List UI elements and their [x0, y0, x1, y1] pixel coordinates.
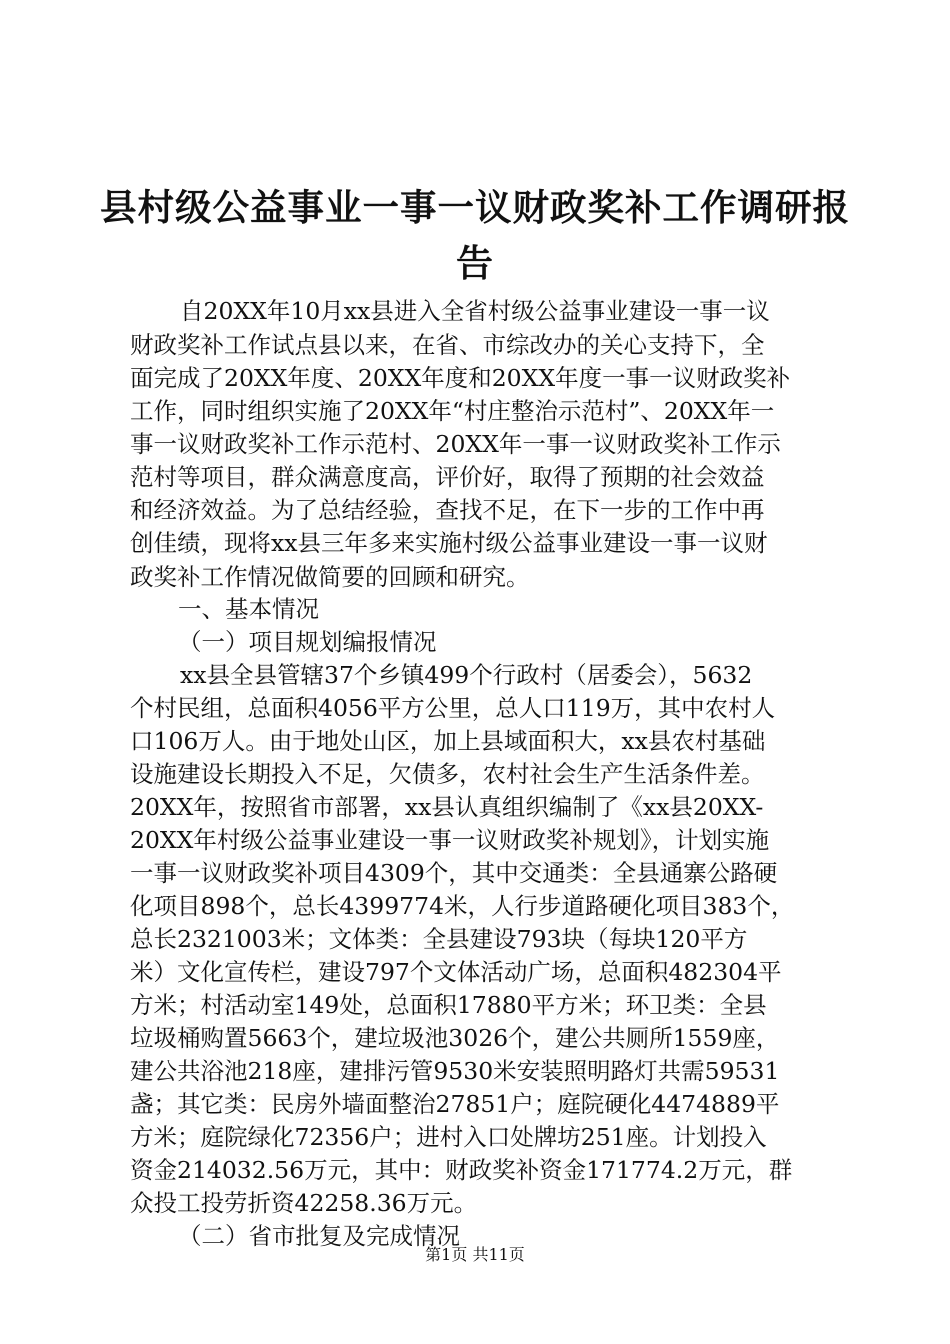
body-line: 米）文化宣传栏，建设797个文体活动广场，总面积482304平 [130, 958, 782, 986]
body-line: 创佳绩，现将xx县三年多来实施村级公益事业建设一事一议财 [130, 529, 768, 557]
body-line: 工作，同时组织实施了20XX年“村庄整治示范村”、20XX年一 [130, 397, 775, 425]
section-heading: 一、基本情况 [178, 595, 319, 623]
body-line: 自20XX年10月xx县进入全省村级公益事业建设一事一议 [180, 297, 770, 325]
title-line-1: 县村级公益事业一事一议财政奖补工作调研报 [100, 186, 850, 229]
subsection-heading: （一）项目规划编报情况 [178, 628, 437, 656]
body-line: 总长2321003米；文体类：全县建设793块（每块120平方 [130, 925, 748, 953]
body-line: 和经济效益。为了总结经验，查找不足，在下一步的工作中再 [130, 496, 765, 524]
body-line: 20XX年村级公益事业建设一事一议财政奖补规划》，计划实施 [130, 826, 770, 854]
document-title [100, 180, 850, 292]
body-line: 众投工投劳折资42258.36万元。 [130, 1189, 478, 1217]
body-line: 方米；村活动室149处，总面积17880平方米；环卫类：全县 [130, 991, 767, 1019]
body-line: 化项目898个，总长4399774米，人行步道路硬化项目383个， [130, 892, 795, 920]
body-line: 建公共浴池218座，建排污管9530米安装照明路灯共需59531 [130, 1057, 780, 1085]
body-line: 盏；其它类：民房外墙面整治27851户；庭院硬化4474889平 [130, 1090, 780, 1118]
body-line: 口106万人。由于地处山区，加上县域面积大，xx县农村基础 [130, 727, 766, 755]
body-line: 设施建设长期投入不足，欠债多，农村社会生产生活条件差。 [130, 760, 765, 788]
subsection-heading: （二）省市批复及完成情况 [178, 1222, 460, 1250]
body-line: 方米；庭院绿化72356户；进村入口处牌坊251座。计划投入 [130, 1123, 767, 1151]
body-line: 政奖补工作情况做简要的回顾和研究。 [130, 563, 530, 591]
title-line-2: 告 [456, 242, 494, 285]
body-line: 财政奖补工作试点县以来，在省、市综改办的关心支持下，全 [130, 331, 765, 359]
page-footer: 第1页 共11页 [425, 1245, 525, 1264]
body-line: 垃圾桶购置5663个，建垃圾池3026个，建公共厕所1559座， [130, 1024, 780, 1052]
body-line: 个村民组，总面积4056平方公里，总人口119万，其中农村人 [130, 694, 776, 722]
body-line: 一事一议财政奖补项目4309个，其中交通类：全县通寨公路硬 [130, 859, 778, 887]
body-line: 面完成了20XX年度、20XX年度和20XX年度一事一议财政奖补 [130, 364, 791, 392]
body-line: 资金214032.56万元，其中：财政奖补资金171774.2万元，群 [130, 1156, 793, 1184]
body-line: xx县全县管辖37个乡镇499个行政村（居委会），5632 [180, 661, 753, 689]
body-line: 范村等项目，群众满意度高，评价好，取得了预期的社会效益 [130, 463, 765, 491]
body-line: 事一议财政奖补工作示范村、20XX年一事一议财政奖补工作示 [130, 430, 781, 458]
body-line: 20XX年，按照省市部署，xx县认真组织编制了《xx县20XX- [130, 793, 764, 821]
